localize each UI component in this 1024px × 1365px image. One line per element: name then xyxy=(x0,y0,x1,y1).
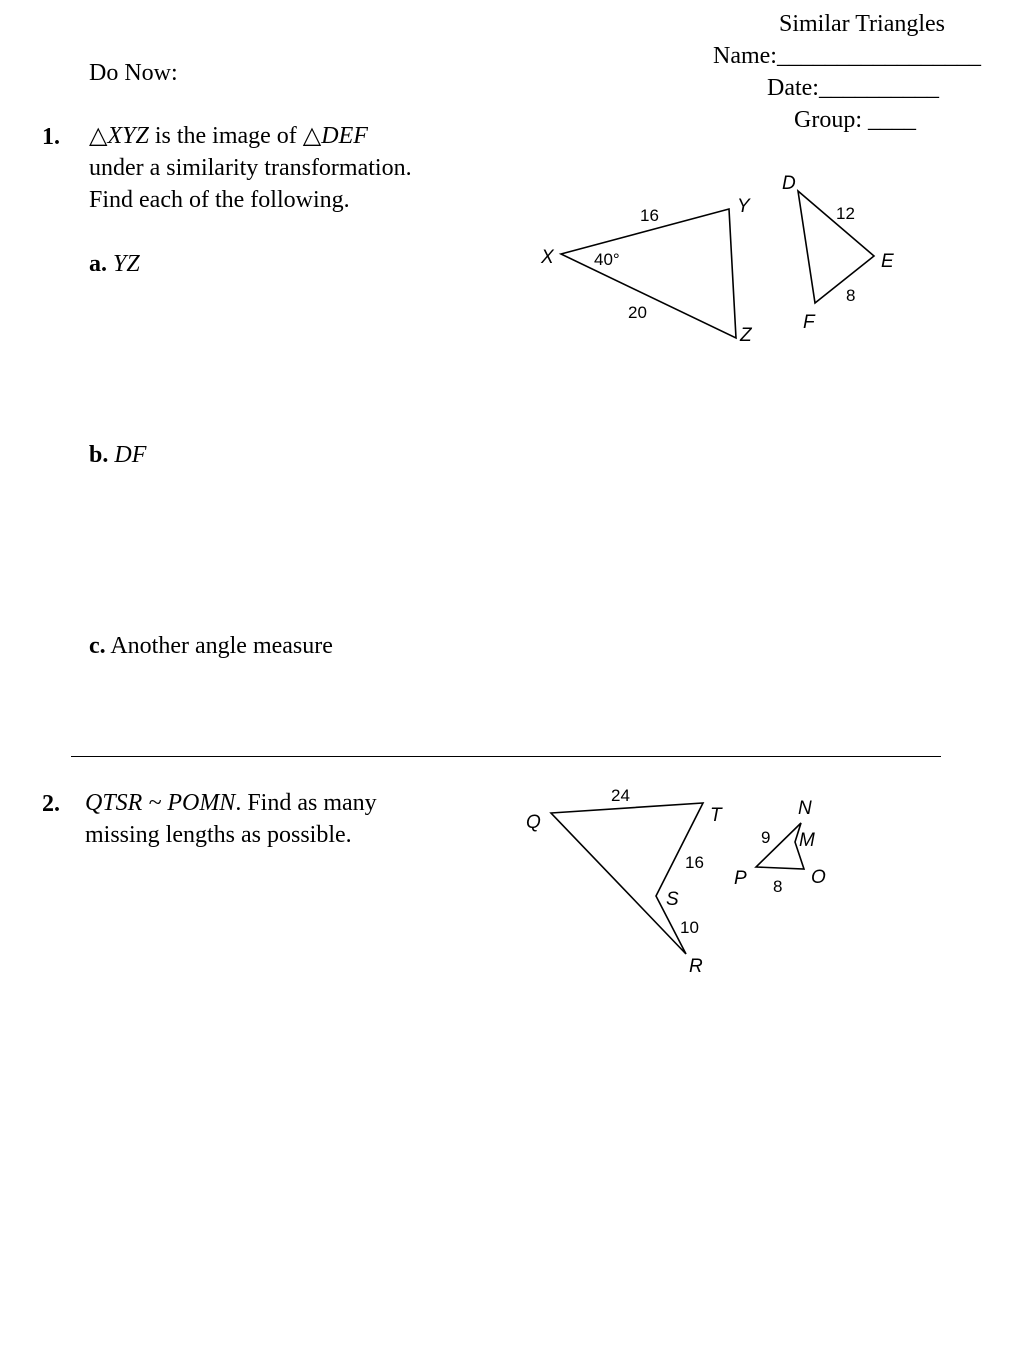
problem-2-figure xyxy=(515,780,845,980)
side-qt-label: 24 xyxy=(611,786,630,805)
triangle-xyz: XYZ xyxy=(107,123,149,149)
part-c-letter: c. xyxy=(89,633,106,659)
section-divider xyxy=(71,756,941,757)
do-now-heading: Do Now: xyxy=(89,60,178,86)
side-po-label: 8 xyxy=(773,877,783,896)
problem-1-line-3: Find each of the following. xyxy=(89,187,350,213)
vertex-f-label: F xyxy=(803,312,815,333)
vertex-m-label: M xyxy=(799,830,815,851)
vertex-t-label: T xyxy=(710,805,722,826)
vertex-x-label: X xyxy=(541,247,554,268)
triangle-xyz-shape xyxy=(561,209,736,338)
vertex-d-label: D xyxy=(782,173,796,194)
vertex-z-label: Z xyxy=(740,325,752,346)
part-c xyxy=(89,630,333,662)
worksheet-title: Similar Triangles xyxy=(778,11,946,37)
triangle-def: DEF xyxy=(321,123,368,149)
part-a xyxy=(89,248,140,280)
date-field[interactable]: Date:__________ xyxy=(767,75,939,101)
vertex-n-label: N xyxy=(798,798,812,819)
side-ef-label: 8 xyxy=(846,286,856,305)
vertex-e-label: E xyxy=(881,251,894,272)
vertex-r-label: R xyxy=(689,956,703,977)
name-field[interactable]: Name:_________________ xyxy=(713,43,981,69)
problem-1-number: 1. xyxy=(42,124,60,150)
vertex-o-label: O xyxy=(811,867,826,888)
angle-x-label: 40° xyxy=(594,250,620,269)
problem-1-line-2: under a similarity transformation. xyxy=(89,155,412,181)
side-xy-label: 16 xyxy=(640,206,659,225)
side-de-label: 12 xyxy=(836,204,855,223)
problem-2-number: 2. xyxy=(42,791,60,817)
side-sr-label: 10 xyxy=(680,918,699,937)
part-b-text: DF xyxy=(114,442,147,468)
group-field[interactable]: Group: ____ xyxy=(794,107,916,133)
vertex-s-label: S xyxy=(666,889,679,910)
problem-1-statement xyxy=(89,120,368,152)
part-a-text: YZ xyxy=(113,251,140,277)
triangle-symbol: △ xyxy=(89,123,108,149)
similarity-statement: QTSR ~ POMN xyxy=(85,790,236,816)
problem-2-statement xyxy=(85,787,377,819)
problem-1-figure xyxy=(530,165,910,355)
statement-rest: . Find as many xyxy=(235,790,377,816)
triangle-symbol: △ xyxy=(302,123,322,149)
part-b-letter: b. xyxy=(89,442,109,468)
part-b xyxy=(89,439,146,471)
vertex-y-label: Y xyxy=(737,196,750,217)
statement-mid: is the image of xyxy=(148,123,303,149)
problem-2-line-2: missing lengths as possible. xyxy=(85,822,352,848)
part-a-letter: a. xyxy=(89,251,107,277)
side-pm-label: 9 xyxy=(761,828,771,847)
side-ts-label: 16 xyxy=(685,853,704,872)
vertex-p-label: P xyxy=(734,868,747,889)
vertex-q-label: Q xyxy=(526,812,541,833)
part-c-text: Another angle measure xyxy=(110,633,333,659)
side-xz-label: 20 xyxy=(628,303,647,322)
